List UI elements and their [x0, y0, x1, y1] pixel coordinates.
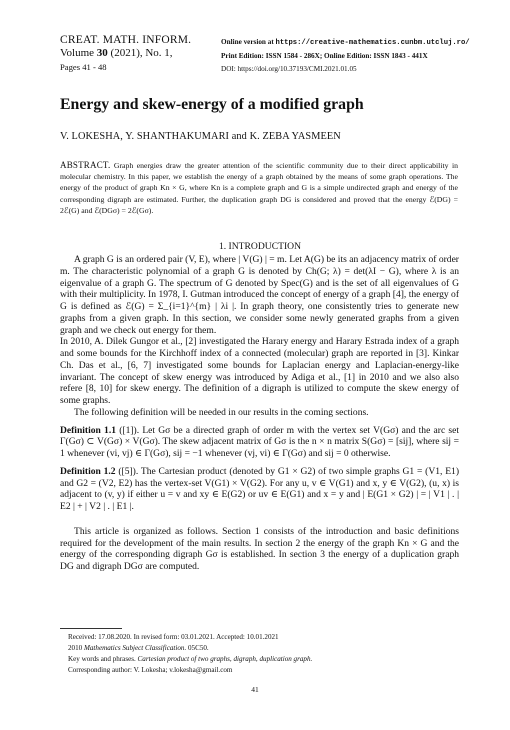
journal-volume: Volume 30 (2021), No. 1, [60, 47, 173, 59]
issn: Print Edition: ISSN 1584 - 286X; Online Edition: ISSN 1843 - 441X [221, 51, 428, 60]
journal-pages: Pages 41 - 48 [60, 62, 107, 72]
page-number: 41 [251, 685, 259, 694]
keywords: Key words and phrases. Cartesian product of two graphs, digraph, duplication graph. [68, 655, 313, 664]
paper-title: Energy and skew-energy of a modified graph [60, 96, 364, 113]
abstract [60, 160, 458, 216]
corresponding-author: Corresponding author: V. Lokesha; v.lokesha@gmail.com [68, 666, 233, 675]
doi-link[interactable]: DOI: https://doi.org/10.37193/CMI.2021.01.05 [221, 64, 357, 73]
publication-info [221, 36, 491, 75]
abstract-label: ABSTRACT. [60, 160, 111, 170]
paper-authors: V. LOKESHA, Y. SHANTHAKUMARI and K. ZEBA YASMEEN [60, 131, 341, 142]
footnote-divider [60, 628, 122, 629]
abstract-text: Graph energies draw the greater attention of the scientific community due to their direct applicability in molecular chemistry. In this paper, we establish the energy of a graph obtained by the means of some graph operations. The energy of the product of graph Kn × G, where Kn is a complete graph and G is a simple undirected graph and energy of the corresponding digraph are estimated. Further, the duplication graph DG is considered and proved that the energy ℰ(DG) = 2ℰ(G) and ℰ(DGσ) = 2ℰ(Gσ). [60, 161, 459, 215]
body-text [60, 254, 459, 573]
definition-1-1: Definition 1.1 ([1]). Let Gσ be a directed graph of order m with the vertex set V(Gσ) and the arc set Γ(Gσ) ⊂ V(Gσ) × V(Gσ). The skew adjacent matrix of Gσ is the n × n matrix S(Gσ) = [sij], where sij = 1 whenever (vi, vj) ∈ Γ(Gσ), sij = −1 whenever (vj, vi) ∈ Γ(Gσ) and sij = 0 otherwise. [60, 424, 460, 459]
online-url[interactable]: https://creative-mathematics.cunbm.utcluj.ro/ [275, 39, 470, 47]
online-version: Online version at https://creative-mathematics.cunbm.utcluj.ro/ [221, 38, 470, 47]
footnotes [68, 632, 460, 676]
intro-paragraph: A graph G is an ordered pair (V, E), where | V(G) | = m. Let A(G) be its an adjacency matrix of order m. The characteristic polynomial of a graph G is denoted by Ch(G; λ) = det(λI − G), where λ is an eigenvalue of a graph G. The spectrum of G denoted by Spec(G) and is the set of all eigenvalues of G with their multiplicity. In 1978, I. Gutman introduced the concept of energy of a graph [4], the energy of G is defined as ℰ(G) = Σ_{i=1}^{m} | λi |. In graph theory, one consistently tries to generate new graphs from a given graph. In this section, we consider some newly generated graphs from a given graph and we check out energy for them. [60, 254, 459, 336]
journal-header [60, 34, 230, 73]
section-heading: 1. INTRODUCTION [218, 241, 302, 252]
journal-name: CREAT. MATH. INFORM. [60, 34, 192, 46]
definition-1-2: Definition 1.2 ([5]). The Cartesian product (denoted by G1 × G2) of two simple graphs G1 = (V1, E1) and G2 = (V2, E2) has the vertex-set V(G1) × V(G2). For any u, v ∈ V(G1) and x, y ∈ V(G2), (u, x) is adjacent to (v, y) if either u = v and xy ∈ E(G2) or uv ∈ E(G1) and x = y and | E(G1 × G2) | = | V1 | . | E2 | + | V2 | . | E1 |. [60, 465, 459, 512]
msc-classification: 2010 Mathematics Subject Classification. 05C50. [68, 644, 209, 653]
intro-paragraph: In 2010, A. Dilek Gungor et al., [2] investigated the Harary energy and Harary Estrada index of a graph and some bounds for the Kirchhoff index of a connected (molecular) graph are reported in [3]. Kinkar Ch. Das et al., [6, 7] investigated some bounds for Laplacian energy and Laplacian-energy-like invariant. The concept of skew energy was introduced by Adiga et al., [1] in 2010 and we also also refere [8, 10] for skew energy. The definition of a digraph is utilized to compute the skew energy of some graphs. [60, 336, 459, 406]
received-dates: Received: 17.08.2020. In revised form: 03.01.2021. Accepted: 10.01.2021 [68, 633, 279, 641]
intro-paragraph: The following definition will be needed in our results in the coming sections. [74, 406, 369, 418]
closing-paragraph: This article is organized as follows. Section 1 consists of the introduction and basic definitions required for the development of the main results. In section 2 the energy of the graph Kn × G and the energy of the corresponding digraph Gσ is established. In section 3 the energy of a duplication graph DG and digraph DGσ are computed. [60, 525, 459, 572]
